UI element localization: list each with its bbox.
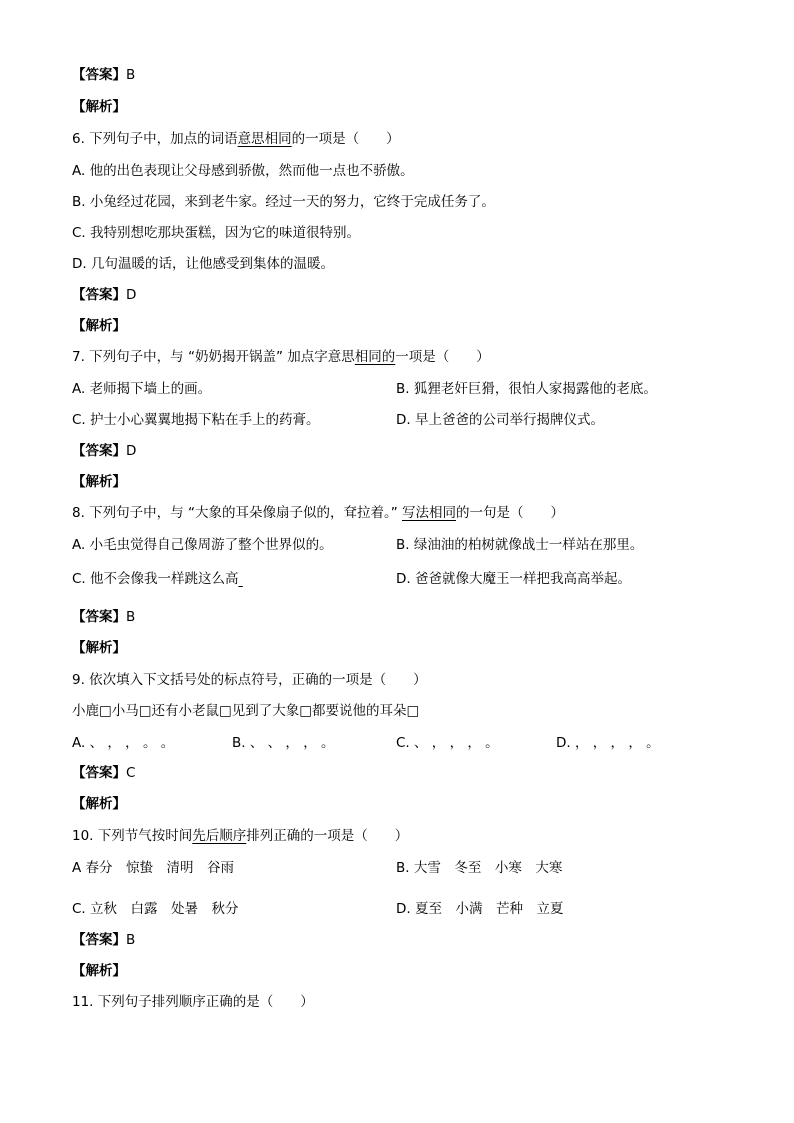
q8-option-a: A. 小毛虫觉得自己像周游了整个世界似的。 xyxy=(72,537,333,553)
answer-value: B xyxy=(126,932,136,948)
option-text: C. 他不会像我一样跳这么高 xyxy=(72,571,239,587)
question-number: 8. xyxy=(72,505,90,521)
question-number: 9. xyxy=(72,672,90,688)
q8-option-b: B. 绿油油的柏树就像战士一样站在那里。 xyxy=(396,537,644,553)
answer-line-q5 xyxy=(72,66,135,84)
answer-value: C xyxy=(126,765,136,781)
answer-line-q8 xyxy=(72,608,135,626)
q10-option-b: B. 大雪 冬至 小寒 大寒 xyxy=(396,860,563,876)
stem-text: 依次填入下文括号处的标点符号，正确的一项是（ ） xyxy=(89,672,427,688)
q10-option-a: A 春分 惊蛰 清明 谷雨 xyxy=(72,860,235,876)
stem-text: 的一句是（ ） xyxy=(456,505,564,521)
question-number: 7. xyxy=(72,349,90,365)
answer-line-q10 xyxy=(72,931,135,949)
stem-text: 的一项是（ ） xyxy=(291,131,400,147)
question-7-stem xyxy=(72,348,490,366)
stem-text: 下列节气按时间 xyxy=(97,828,193,844)
q9-option-d: D. ， ， ， ， 。 xyxy=(556,735,660,751)
stem-text: 下列句子排列顺序正确的是（ ） xyxy=(97,994,314,1010)
q8-option-c xyxy=(72,570,243,588)
stem-text: 排列正确的一项是（ ） xyxy=(246,828,409,844)
stem-text: 下列句子中，加点的词语 xyxy=(89,131,238,147)
question-9-stem xyxy=(72,671,427,689)
q9-option-a: A. 、 ， ， 。 。 xyxy=(72,735,175,751)
q6-option-d: D. 几句温暖的话，让他感受到集体的温暖。 xyxy=(72,256,334,272)
stem-underlined: 意思相同 xyxy=(237,131,292,147)
stem-underlined: 相同的 xyxy=(354,349,396,365)
q7-option-a: A. 老师揭下墙上的画。 xyxy=(72,381,212,397)
question-number: 6. xyxy=(72,131,90,147)
q7-option-c: C. 护士小心翼翼地揭下粘在手上的药膏。 xyxy=(72,412,320,428)
analysis-label-q6: 【解析】 xyxy=(72,318,126,334)
blank-underline xyxy=(239,571,243,587)
q6-option-c: C. 我特别想吃那块蛋糕，因为它的味道很特别。 xyxy=(72,225,361,241)
answer-value: D xyxy=(126,443,137,459)
question-10-stem xyxy=(72,827,408,845)
stem-underlined: 写法相同 xyxy=(402,505,456,521)
question-number: 11. xyxy=(72,994,98,1010)
q9-option-b: B. 、 、 ， ， 。 xyxy=(232,735,335,751)
question-11-stem xyxy=(72,993,314,1011)
analysis-label-q8: 【解析】 xyxy=(72,640,126,656)
question-8-stem xyxy=(72,504,564,522)
q10-option-c: C. 立秋 白露 处暑 秋分 xyxy=(72,901,239,917)
analysis-label-q10: 【解析】 xyxy=(72,963,126,979)
answer-value: D xyxy=(126,287,137,303)
answer-line-q7 xyxy=(72,442,136,460)
answer-label: 【答案】 xyxy=(72,443,126,459)
question-6-stem xyxy=(72,130,400,148)
analysis-label-q7: 【解析】 xyxy=(72,474,126,490)
answer-label: 【答案】 xyxy=(72,287,126,303)
q6-option-a: A. 他的出色表现让父母感到骄傲，然而他一点也不骄傲。 xyxy=(72,163,414,179)
question-number: 10. xyxy=(72,828,98,844)
answer-value: B xyxy=(126,67,136,83)
answer-label: 【答案】 xyxy=(72,67,126,83)
q7-option-b: B. 狐狸老奸巨猾，很怕人家揭露他的老底。 xyxy=(396,381,657,397)
q9-passage: 小鹿□小马□还有小老鼠□见到了大象□都要说他的耳朵□ xyxy=(72,703,420,719)
answer-line-q9 xyxy=(72,764,135,782)
stem-text: 下列句子中，与 “大象的耳朵像扇子似的，耷拉着。” xyxy=(89,505,402,521)
answer-label: 【答案】 xyxy=(72,765,126,781)
answer-label: 【答案】 xyxy=(72,609,126,625)
answer-line-q6 xyxy=(72,286,136,304)
q8-option-d: D. 爸爸就像大魔王一样把我高高举起。 xyxy=(396,571,631,587)
analysis-label-q5: 【解析】 xyxy=(72,99,126,115)
q9-option-c: C. 、 ， ， ， 。 xyxy=(396,735,499,751)
analysis-label-q9: 【解析】 xyxy=(72,796,126,812)
stem-underlined: 先后顺序 xyxy=(192,828,247,844)
answer-value: B xyxy=(126,609,136,625)
q6-option-b: B. 小兔经过花园，来到老牛家。经过一天的努力，它终于完成任务了。 xyxy=(72,194,495,210)
q7-option-d: D. 早上爸爸的公司举行揭牌仪式。 xyxy=(396,412,604,428)
stem-text: 一项是（ ） xyxy=(395,349,490,365)
q10-option-d: D. 夏至 小满 芒种 立夏 xyxy=(396,901,564,917)
answer-label: 【答案】 xyxy=(72,932,126,948)
stem-text: 下列句子中，与 “奶奶揭开锅盖” 加点字意思 xyxy=(89,349,355,365)
